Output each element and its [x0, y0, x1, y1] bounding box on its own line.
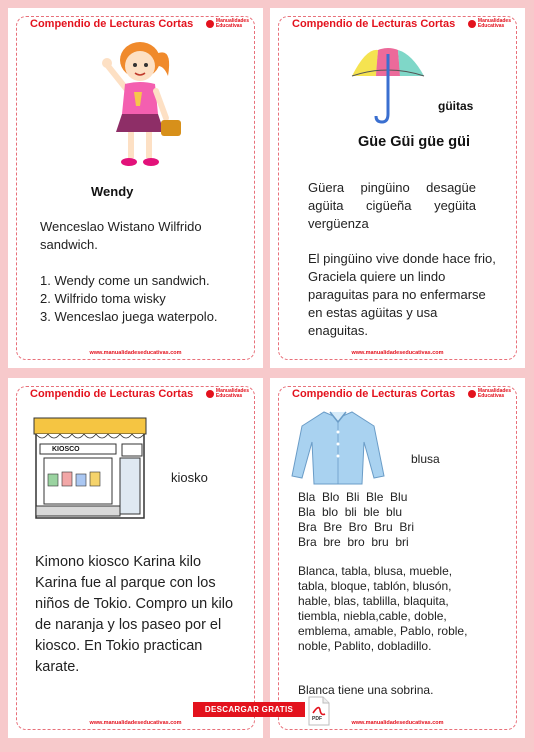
card-word: güitas	[438, 99, 474, 113]
syllable-row: Bra Bre Bro Bru Bri	[298, 520, 415, 534]
girl-illustration	[98, 36, 188, 176]
brand-logo: Manualidades Educativas	[206, 389, 249, 399]
brand-logo: Manualidades Educativas	[468, 389, 511, 399]
card-kiosko	[8, 378, 263, 738]
card-title: Compendio de Lecturas Cortas	[292, 388, 456, 400]
card-title: Compendio de Lecturas Cortas	[292, 18, 456, 30]
card-paragraph: El pingüino vive donde hace frio, Graciela quiere un lindo paraguitas para no enfermarse en estas agüitas y usa enaguitas.	[308, 251, 496, 338]
syllable-row: Bla blo bli ble blu	[298, 505, 403, 519]
pdf-icon[interactable]	[307, 696, 331, 726]
card-footer: www.manualidadeseducativas.com	[89, 720, 182, 726]
list-item: 2. Wilfrido toma wisky	[40, 291, 166, 306]
syllable-row: Bla Blo Bli Ble Blu	[298, 490, 408, 504]
card-footer: www.manualidadeseducativas.com	[89, 350, 182, 356]
brand-logo: Manualidades Educativas	[206, 19, 249, 29]
card-words: Blanca, tabla, blusa, mueble, tabla, bloque, tablón, blusón, hable, blas, tablilla, blaquita, tiembla, niebla,cable, doble, emblema, amable, Pablo, roble, noble, Pablito, dobladillo.	[298, 564, 468, 653]
syllable-row: Bra bre bro bru bri	[298, 535, 409, 549]
card-word: kiosko	[171, 470, 208, 485]
umbrella-illustration	[348, 44, 428, 126]
download-button[interactable]: DESCARGAR GRATIS	[193, 702, 305, 717]
card-sentence: Blanca tiene una sobrina.	[298, 683, 434, 697]
card-paragraph: Kimono kiosco Karina kilo Karina fue al parque con los niños de Tokio. Compro un kilo de naranja y los paseo por el kiosco. En Tokio practican karate.	[35, 554, 234, 675]
card-blusa	[270, 378, 525, 738]
brand-logo: Manualidades Educativas	[468, 19, 511, 29]
card-word: blusa	[411, 452, 440, 466]
list-item: 3. Wenceslao juega waterpolo.	[40, 309, 218, 324]
card-title: Compendio de Lecturas Cortas	[30, 388, 194, 400]
blouse-illustration	[290, 406, 386, 486]
card-name: Wendy	[91, 184, 134, 199]
card-title: Compendio de Lecturas Cortas	[30, 18, 194, 30]
card-list	[40, 272, 250, 326]
card-footer: www.manualidadeseducativas.com	[351, 720, 444, 726]
card-footer: www.manualidadeseducativas.com	[351, 350, 444, 356]
card-heading: Güe Güi güe güi	[358, 134, 470, 150]
kiosk-illustration	[32, 414, 148, 522]
pdf-label: PDF	[312, 716, 322, 722]
card-paragraph: Wenceslao Wistano Wilfrido sandwich.	[40, 219, 202, 252]
card-wendy	[8, 8, 263, 368]
card-words: Güera pingüino desagüe agüita cigüeña yegüita vergüenza	[308, 180, 476, 231]
list-item: 1. Wendy come un sandwich.	[40, 273, 210, 288]
shop-sign: KIOSCO	[52, 446, 80, 453]
syllable-table	[298, 490, 448, 550]
card-gue	[270, 8, 525, 368]
